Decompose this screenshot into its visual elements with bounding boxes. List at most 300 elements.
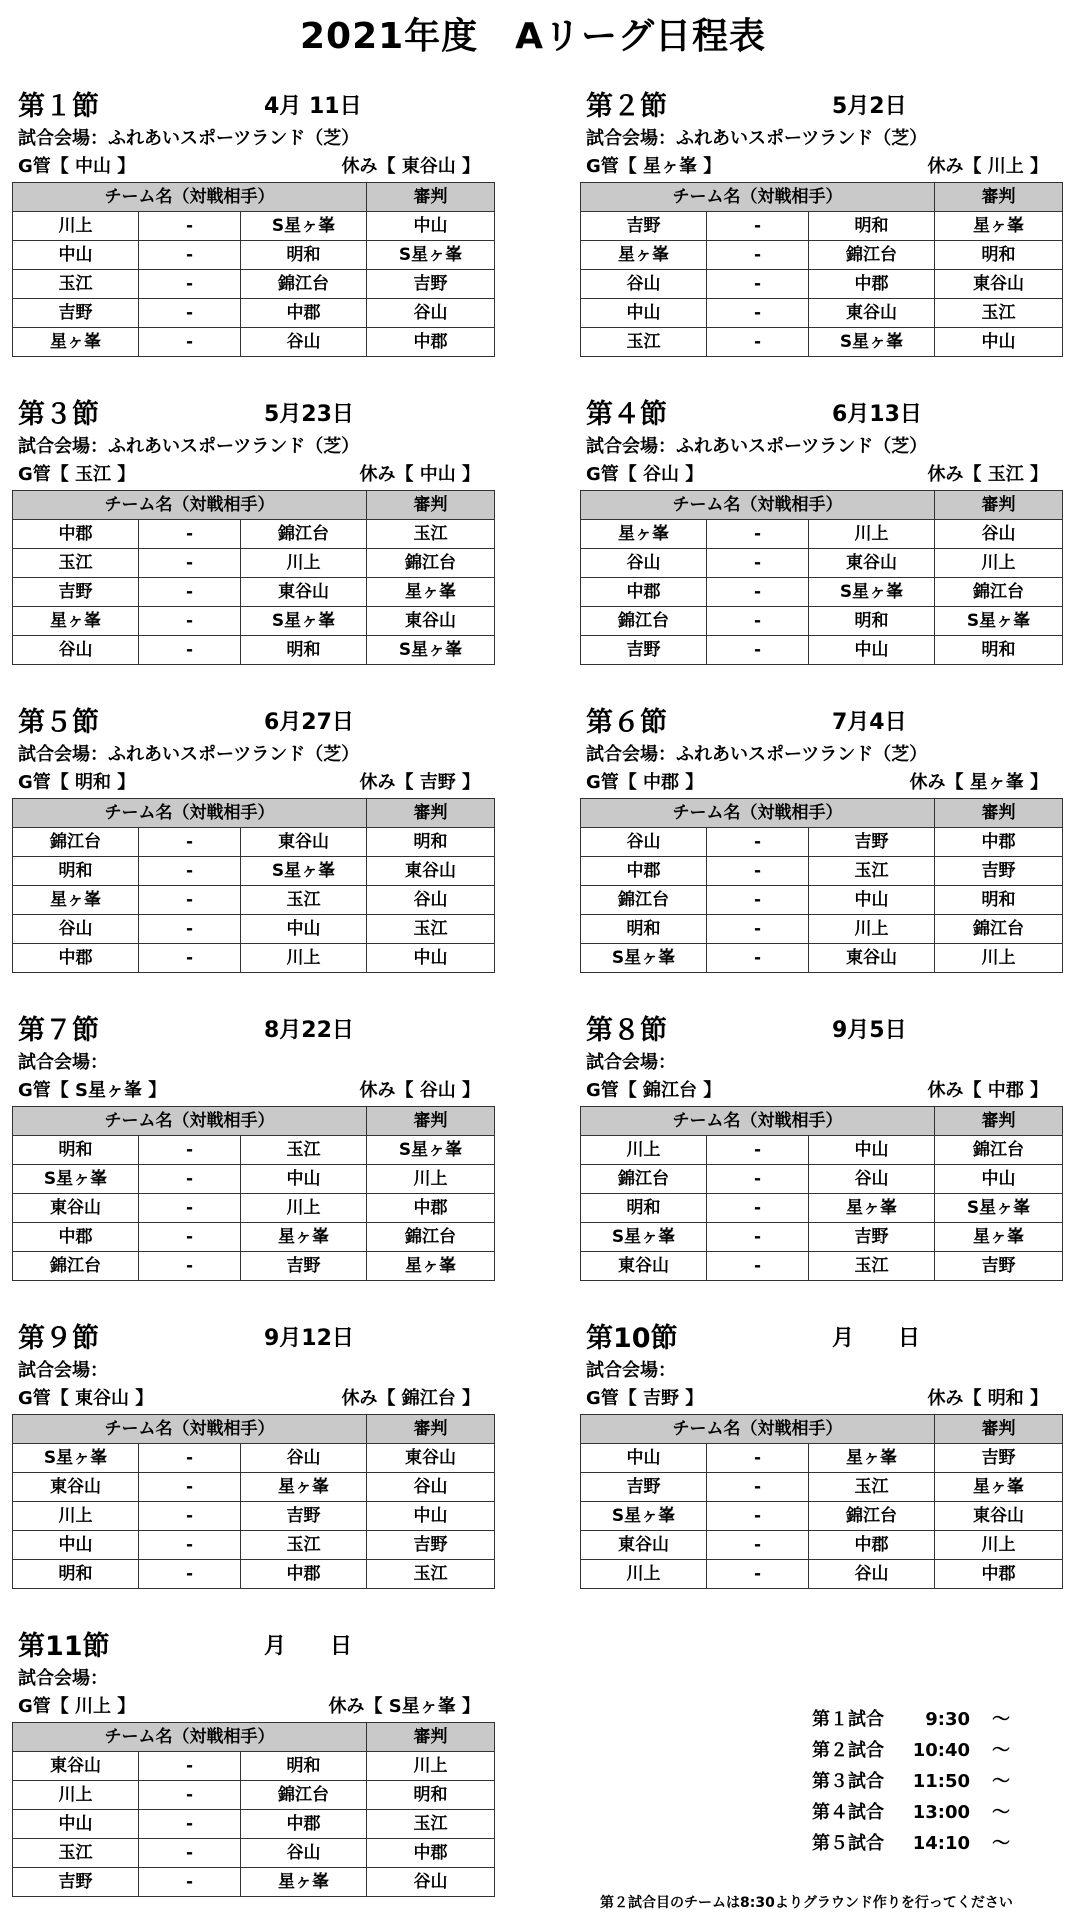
rest-team: 休み【 谷山 】 bbox=[359, 1080, 480, 1101]
round-block bbox=[12, 1630, 494, 1930]
referee-team: 明和 bbox=[367, 828, 495, 857]
referee-team: 東谷山 bbox=[367, 1444, 495, 1473]
vs-separator: - bbox=[707, 212, 809, 241]
table-row bbox=[13, 578, 495, 607]
vs-separator: - bbox=[139, 1868, 241, 1897]
referee-team: 中山 bbox=[367, 1502, 495, 1531]
vs-separator: - bbox=[139, 636, 241, 665]
home-team: S星ヶ峯 bbox=[581, 944, 707, 973]
table-row bbox=[13, 1444, 495, 1473]
home-team: 星ヶ峯 bbox=[13, 607, 139, 636]
referee-team: 吉野 bbox=[935, 857, 1063, 886]
home-team: 明和 bbox=[13, 1560, 139, 1589]
referee-team: S星ヶ峯 bbox=[935, 1194, 1063, 1223]
home-team: S星ヶ峯 bbox=[581, 1502, 707, 1531]
home-team: 東谷山 bbox=[581, 1252, 707, 1281]
rest-team: 休み【 S星ヶ峯 】 bbox=[328, 1696, 480, 1717]
away-team: 吉野 bbox=[241, 1252, 367, 1281]
match-times bbox=[812, 1704, 1010, 1859]
venue-label: 試合会場：ふれあいスポーツランド（芝） bbox=[586, 744, 928, 765]
vs-separator: - bbox=[139, 1136, 241, 1165]
round-name: 第８節 bbox=[586, 1015, 667, 1046]
schedule-table bbox=[580, 1106, 1063, 1281]
referee-team: 明和 bbox=[935, 241, 1063, 270]
table-row bbox=[13, 1223, 495, 1252]
table-row bbox=[581, 1165, 1063, 1194]
away-team: 玉江 bbox=[241, 886, 367, 915]
round-name: 第４節 bbox=[586, 399, 667, 430]
away-team: 中山 bbox=[241, 915, 367, 944]
match-time: 10:40 bbox=[912, 1740, 970, 1761]
vs-separator: - bbox=[707, 1531, 809, 1560]
match-time-row bbox=[812, 1797, 1010, 1828]
ground-manager: G管【 東谷山 】 bbox=[18, 1388, 154, 1409]
away-team: 谷山 bbox=[241, 1444, 367, 1473]
table-row bbox=[581, 520, 1063, 549]
schedule-table bbox=[580, 182, 1063, 357]
home-team: 吉野 bbox=[13, 299, 139, 328]
home-team: 川上 bbox=[581, 1136, 707, 1165]
vs-separator: - bbox=[139, 328, 241, 357]
schedule-table bbox=[12, 1414, 495, 1589]
away-team: 中郡 bbox=[241, 1560, 367, 1589]
away-team: 中山 bbox=[241, 1165, 367, 1194]
home-team: 星ヶ峯 bbox=[13, 328, 139, 357]
rest-team: 休み【 星ヶ峯 】 bbox=[909, 772, 1048, 793]
table-header-row bbox=[13, 1723, 495, 1752]
referee-team: 星ヶ峯 bbox=[367, 1252, 495, 1281]
referee-header: 審判 bbox=[935, 183, 1063, 212]
round-block bbox=[580, 90, 1062, 390]
referee-team: 明和 bbox=[367, 1781, 495, 1810]
round-date: 5月2日 bbox=[832, 94, 907, 119]
vs-separator: - bbox=[707, 607, 809, 636]
table-row bbox=[581, 549, 1063, 578]
referee-team: 谷山 bbox=[935, 520, 1063, 549]
home-team: 明和 bbox=[581, 915, 707, 944]
table-header-row bbox=[581, 1415, 1063, 1444]
round-name: 第６節 bbox=[586, 707, 667, 738]
referee-header: 審判 bbox=[935, 799, 1063, 828]
home-team: 中山 bbox=[581, 1444, 707, 1473]
table-row bbox=[581, 1473, 1063, 1502]
referee-team: 星ヶ峯 bbox=[367, 578, 495, 607]
table-row bbox=[581, 828, 1063, 857]
schedule-table bbox=[580, 1414, 1063, 1589]
home-team: 川上 bbox=[13, 212, 139, 241]
table-row bbox=[13, 212, 495, 241]
away-team: 明和 bbox=[241, 241, 367, 270]
table-row bbox=[13, 1194, 495, 1223]
table-row bbox=[581, 1223, 1063, 1252]
away-team: 星ヶ峯 bbox=[809, 1444, 935, 1473]
table-row bbox=[13, 1810, 495, 1839]
home-team: 中郡 bbox=[13, 520, 139, 549]
match-time: 13:00 bbox=[912, 1802, 970, 1823]
vs-separator: - bbox=[707, 1136, 809, 1165]
home-team: 中山 bbox=[13, 241, 139, 270]
home-team: 玉江 bbox=[13, 1839, 139, 1868]
home-team: 明和 bbox=[581, 1194, 707, 1223]
venue-label: 試合会場：ふれあいスポーツランド（芝） bbox=[586, 436, 928, 457]
home-team: 錦江台 bbox=[581, 886, 707, 915]
home-team: 錦江台 bbox=[13, 828, 139, 857]
team-header: チーム名（対戦相手） bbox=[13, 491, 367, 520]
home-team: 星ヶ峯 bbox=[13, 886, 139, 915]
referee-team: 川上 bbox=[367, 1752, 495, 1781]
match-label: 第１試合 bbox=[812, 1709, 884, 1730]
table-row bbox=[13, 1560, 495, 1589]
round-block bbox=[580, 706, 1062, 1006]
table-row bbox=[13, 241, 495, 270]
table-row bbox=[581, 1136, 1063, 1165]
ground-manager: G管【 吉野 】 bbox=[586, 1388, 704, 1409]
vs-separator: - bbox=[707, 520, 809, 549]
referee-header: 審判 bbox=[935, 491, 1063, 520]
away-team: 錦江台 bbox=[809, 1502, 935, 1531]
home-team: 玉江 bbox=[581, 328, 707, 357]
referee-team: S星ヶ峯 bbox=[935, 607, 1063, 636]
round-block bbox=[12, 706, 494, 1006]
away-team: 東谷山 bbox=[809, 299, 935, 328]
round-name: 第10節 bbox=[586, 1323, 678, 1354]
referee-team: 錦江台 bbox=[935, 578, 1063, 607]
vs-separator: - bbox=[139, 1502, 241, 1531]
round-name: 第７節 bbox=[18, 1015, 99, 1046]
vs-separator: - bbox=[139, 1444, 241, 1473]
referee-team: 谷山 bbox=[367, 1473, 495, 1502]
referee-header: 審判 bbox=[367, 183, 495, 212]
match-time-row bbox=[812, 1828, 1010, 1859]
home-team: 川上 bbox=[13, 1502, 139, 1531]
home-team: 吉野 bbox=[581, 212, 707, 241]
referee-team: 錦江台 bbox=[935, 915, 1063, 944]
vs-separator: - bbox=[139, 241, 241, 270]
table-row bbox=[581, 212, 1063, 241]
vs-separator: - bbox=[707, 328, 809, 357]
referee-team: 谷山 bbox=[367, 886, 495, 915]
away-team: 谷山 bbox=[809, 1560, 935, 1589]
referee-team: 玉江 bbox=[935, 299, 1063, 328]
match-tilde: ～ bbox=[992, 1771, 1010, 1792]
away-team: 中山 bbox=[809, 1136, 935, 1165]
vs-separator: - bbox=[139, 1194, 241, 1223]
table-row bbox=[581, 636, 1063, 665]
vs-separator: - bbox=[139, 212, 241, 241]
home-team: 谷山 bbox=[581, 828, 707, 857]
home-team: 川上 bbox=[581, 1560, 707, 1589]
vs-separator: - bbox=[139, 1223, 241, 1252]
table-row bbox=[581, 1502, 1063, 1531]
referee-team: 中郡 bbox=[367, 1839, 495, 1868]
referee-team: 玉江 bbox=[367, 1560, 495, 1589]
page-title: 2021年度 Aリーグ日程表 bbox=[299, 16, 767, 57]
ground-manager: G管【 星ヶ峯 】 bbox=[586, 156, 722, 177]
venue-label: 試合会場： bbox=[586, 1052, 676, 1073]
away-team: 明和 bbox=[241, 1752, 367, 1781]
home-team: 中山 bbox=[13, 1531, 139, 1560]
vs-separator: - bbox=[707, 1223, 809, 1252]
round-date: 9月5日 bbox=[832, 1018, 907, 1043]
round-block bbox=[12, 90, 494, 390]
home-team: 中山 bbox=[13, 1810, 139, 1839]
round-name: 第１節 bbox=[18, 91, 99, 122]
vs-separator: - bbox=[707, 1194, 809, 1223]
away-team: 中郡 bbox=[809, 270, 935, 299]
referee-team: 玉江 bbox=[367, 520, 495, 549]
table-row bbox=[13, 1531, 495, 1560]
table-row bbox=[13, 915, 495, 944]
match-tilde: ～ bbox=[992, 1709, 1010, 1730]
team-header: チーム名（対戦相手） bbox=[13, 1107, 367, 1136]
away-team: 中山 bbox=[809, 886, 935, 915]
table-header-row bbox=[13, 491, 495, 520]
home-team: 東谷山 bbox=[13, 1473, 139, 1502]
table-row bbox=[13, 1781, 495, 1810]
referee-team: 明和 bbox=[935, 886, 1063, 915]
home-team: S星ヶ峯 bbox=[581, 1223, 707, 1252]
table-header-row bbox=[13, 799, 495, 828]
referee-team: 吉野 bbox=[367, 1531, 495, 1560]
away-team: S星ヶ峯 bbox=[809, 578, 935, 607]
team-header: チーム名（対戦相手） bbox=[13, 1723, 367, 1752]
home-team: 錦江台 bbox=[581, 607, 707, 636]
venue-label: 試合会場：ふれあいスポーツランド（芝） bbox=[18, 128, 360, 149]
rest-team: 休み【 明和 】 bbox=[927, 1388, 1048, 1409]
match-label: 第２試合 bbox=[812, 1740, 884, 1761]
vs-separator: - bbox=[139, 549, 241, 578]
table-row bbox=[13, 328, 495, 357]
venue-label: 試合会場：ふれあいスポーツランド（芝） bbox=[18, 436, 360, 457]
away-team: S星ヶ峯 bbox=[809, 328, 935, 357]
vs-separator: - bbox=[707, 1560, 809, 1589]
away-team: S星ヶ峯 bbox=[241, 212, 367, 241]
home-team: 吉野 bbox=[581, 1473, 707, 1502]
rest-team: 休み【 川上 】 bbox=[927, 156, 1048, 177]
home-team: 吉野 bbox=[581, 636, 707, 665]
away-team: 川上 bbox=[241, 1194, 367, 1223]
match-time: 9:30 bbox=[925, 1709, 970, 1730]
home-team: 中郡 bbox=[13, 1223, 139, 1252]
away-team: 吉野 bbox=[809, 1223, 935, 1252]
away-team: 吉野 bbox=[809, 828, 935, 857]
table-row bbox=[581, 270, 1063, 299]
vs-separator: - bbox=[707, 270, 809, 299]
vs-separator: - bbox=[707, 1165, 809, 1194]
table-header-row bbox=[581, 1107, 1063, 1136]
home-team: 吉野 bbox=[13, 1868, 139, 1897]
home-team: 川上 bbox=[13, 1781, 139, 1810]
vs-separator: - bbox=[707, 857, 809, 886]
referee-team: 吉野 bbox=[367, 270, 495, 299]
vs-separator: - bbox=[707, 915, 809, 944]
away-team: 玉江 bbox=[241, 1136, 367, 1165]
team-header: チーム名（対戦相手） bbox=[581, 799, 935, 828]
referee-team: 中山 bbox=[367, 212, 495, 241]
referee-team: 星ヶ峯 bbox=[935, 212, 1063, 241]
round-block bbox=[580, 398, 1062, 698]
ground-manager: G管【 中山 】 bbox=[18, 156, 136, 177]
vs-separator: - bbox=[139, 915, 241, 944]
table-row bbox=[581, 1194, 1063, 1223]
home-team: 谷山 bbox=[581, 270, 707, 299]
table-row bbox=[13, 1473, 495, 1502]
vs-separator: - bbox=[707, 549, 809, 578]
table-row bbox=[581, 1444, 1063, 1473]
schedule-table bbox=[12, 798, 495, 973]
referee-header: 審判 bbox=[367, 1723, 495, 1752]
table-row bbox=[581, 886, 1063, 915]
away-team: 明和 bbox=[809, 607, 935, 636]
vs-separator: - bbox=[139, 578, 241, 607]
vs-separator: - bbox=[139, 1531, 241, 1560]
home-team: 谷山 bbox=[13, 636, 139, 665]
away-team: 星ヶ峯 bbox=[241, 1223, 367, 1252]
home-team: 谷山 bbox=[581, 549, 707, 578]
vs-separator: - bbox=[139, 1560, 241, 1589]
vs-separator: - bbox=[139, 520, 241, 549]
table-row bbox=[581, 1252, 1063, 1281]
away-team: 錦江台 bbox=[241, 270, 367, 299]
away-team: 玉江 bbox=[809, 1473, 935, 1502]
away-team: S星ヶ峯 bbox=[241, 607, 367, 636]
away-team: 東谷山 bbox=[241, 578, 367, 607]
team-header: チーム名（対戦相手） bbox=[581, 1415, 935, 1444]
table-row bbox=[13, 886, 495, 915]
vs-separator: - bbox=[139, 1839, 241, 1868]
table-row bbox=[581, 607, 1063, 636]
table-row bbox=[13, 1752, 495, 1781]
round-date: 月 日 bbox=[264, 1634, 353, 1659]
team-header: チーム名（対戦相手） bbox=[581, 491, 935, 520]
referee-team: 川上 bbox=[935, 549, 1063, 578]
referee-team: 中山 bbox=[367, 944, 495, 973]
venue-label: 試合会場：ふれあいスポーツランド（芝） bbox=[18, 744, 360, 765]
match-tilde: ～ bbox=[992, 1802, 1010, 1823]
match-label: 第５試合 bbox=[812, 1833, 884, 1854]
table-row bbox=[581, 299, 1063, 328]
away-team: 玉江 bbox=[809, 1252, 935, 1281]
round-name: 第９節 bbox=[18, 1323, 99, 1354]
table-row bbox=[581, 328, 1063, 357]
referee-team: 東谷山 bbox=[935, 270, 1063, 299]
referee-team: 谷山 bbox=[367, 1868, 495, 1897]
home-team: 谷山 bbox=[13, 915, 139, 944]
away-team: 谷山 bbox=[241, 1839, 367, 1868]
referee-team: 玉江 bbox=[367, 915, 495, 944]
table-header-row bbox=[581, 799, 1063, 828]
away-team: 中郡 bbox=[241, 299, 367, 328]
table-row bbox=[13, 607, 495, 636]
vs-separator: - bbox=[707, 1473, 809, 1502]
away-team: 東谷山 bbox=[809, 549, 935, 578]
rest-team: 休み【 中郡 】 bbox=[927, 1080, 1048, 1101]
referee-team: 中郡 bbox=[935, 828, 1063, 857]
vs-separator: - bbox=[139, 270, 241, 299]
vs-separator: - bbox=[139, 1752, 241, 1781]
vs-separator: - bbox=[139, 1165, 241, 1194]
schedule-table bbox=[12, 182, 495, 357]
away-team: 東谷山 bbox=[809, 944, 935, 973]
away-team: 谷山 bbox=[241, 328, 367, 357]
referee-team: 錦江台 bbox=[367, 549, 495, 578]
table-row bbox=[13, 828, 495, 857]
away-team: 星ヶ峯 bbox=[241, 1868, 367, 1897]
table-row bbox=[13, 549, 495, 578]
table-row bbox=[13, 1502, 495, 1531]
table-row bbox=[581, 915, 1063, 944]
match-time-row bbox=[812, 1735, 1010, 1766]
referee-team: 中郡 bbox=[935, 1560, 1063, 1589]
ground-manager: G管【 川上 】 bbox=[18, 1696, 136, 1717]
away-team: 玉江 bbox=[809, 857, 935, 886]
home-team: 東谷山 bbox=[13, 1752, 139, 1781]
vs-separator: - bbox=[707, 636, 809, 665]
match-time-row bbox=[812, 1766, 1010, 1797]
table-header-row bbox=[13, 1107, 495, 1136]
home-team: 明和 bbox=[13, 1136, 139, 1165]
table-header-row bbox=[13, 1415, 495, 1444]
round-block bbox=[12, 398, 494, 698]
referee-team: 中郡 bbox=[367, 328, 495, 357]
round-block bbox=[12, 1322, 494, 1622]
ground-manager: G管【 玉江 】 bbox=[18, 464, 136, 485]
vs-separator: - bbox=[139, 299, 241, 328]
home-team: S星ヶ峯 bbox=[13, 1165, 139, 1194]
round-name: 第11節 bbox=[18, 1631, 110, 1662]
table-row bbox=[13, 857, 495, 886]
home-team: S星ヶ峯 bbox=[13, 1444, 139, 1473]
referee-team: 錦江台 bbox=[367, 1223, 495, 1252]
referee-header: 審判 bbox=[935, 1415, 1063, 1444]
table-header-row bbox=[13, 183, 495, 212]
away-team: 川上 bbox=[241, 549, 367, 578]
referee-team: 吉野 bbox=[935, 1444, 1063, 1473]
referee-team: 星ヶ峯 bbox=[935, 1473, 1063, 1502]
team-header: チーム名（対戦相手） bbox=[13, 799, 367, 828]
table-row bbox=[13, 1165, 495, 1194]
round-name: 第５節 bbox=[18, 707, 99, 738]
rest-team: 休み【 玉江 】 bbox=[927, 464, 1048, 485]
vs-separator: - bbox=[139, 1252, 241, 1281]
referee-team: 谷山 bbox=[367, 299, 495, 328]
round-block bbox=[12, 1014, 494, 1314]
home-team: 玉江 bbox=[13, 549, 139, 578]
away-team: 川上 bbox=[809, 520, 935, 549]
round-block bbox=[580, 1322, 1062, 1622]
home-team: 東谷山 bbox=[13, 1194, 139, 1223]
away-team: 中郡 bbox=[809, 1531, 935, 1560]
match-tilde: ～ bbox=[992, 1740, 1010, 1761]
venue-label: 試合会場： bbox=[18, 1052, 108, 1073]
referee-team: 玉江 bbox=[367, 1810, 495, 1839]
match-label: 第３試合 bbox=[812, 1771, 884, 1792]
referee-team: 東谷山 bbox=[367, 607, 495, 636]
referee-team: 川上 bbox=[367, 1165, 495, 1194]
match-tilde: ～ bbox=[992, 1833, 1010, 1854]
vs-separator: - bbox=[707, 578, 809, 607]
table-row bbox=[581, 578, 1063, 607]
preparation-note: 第２試合目のチームは8:30よりグラウンド作りを行ってください bbox=[600, 1895, 1013, 1911]
vs-separator: - bbox=[707, 828, 809, 857]
away-team: 玉江 bbox=[241, 1531, 367, 1560]
rest-team: 休み【 吉野 】 bbox=[359, 772, 480, 793]
ground-manager: G管【 S星ヶ峯 】 bbox=[18, 1080, 167, 1101]
referee-team: 星ヶ峯 bbox=[935, 1223, 1063, 1252]
round-date: 6月27日 bbox=[264, 710, 354, 735]
vs-separator: - bbox=[707, 944, 809, 973]
table-row bbox=[13, 299, 495, 328]
